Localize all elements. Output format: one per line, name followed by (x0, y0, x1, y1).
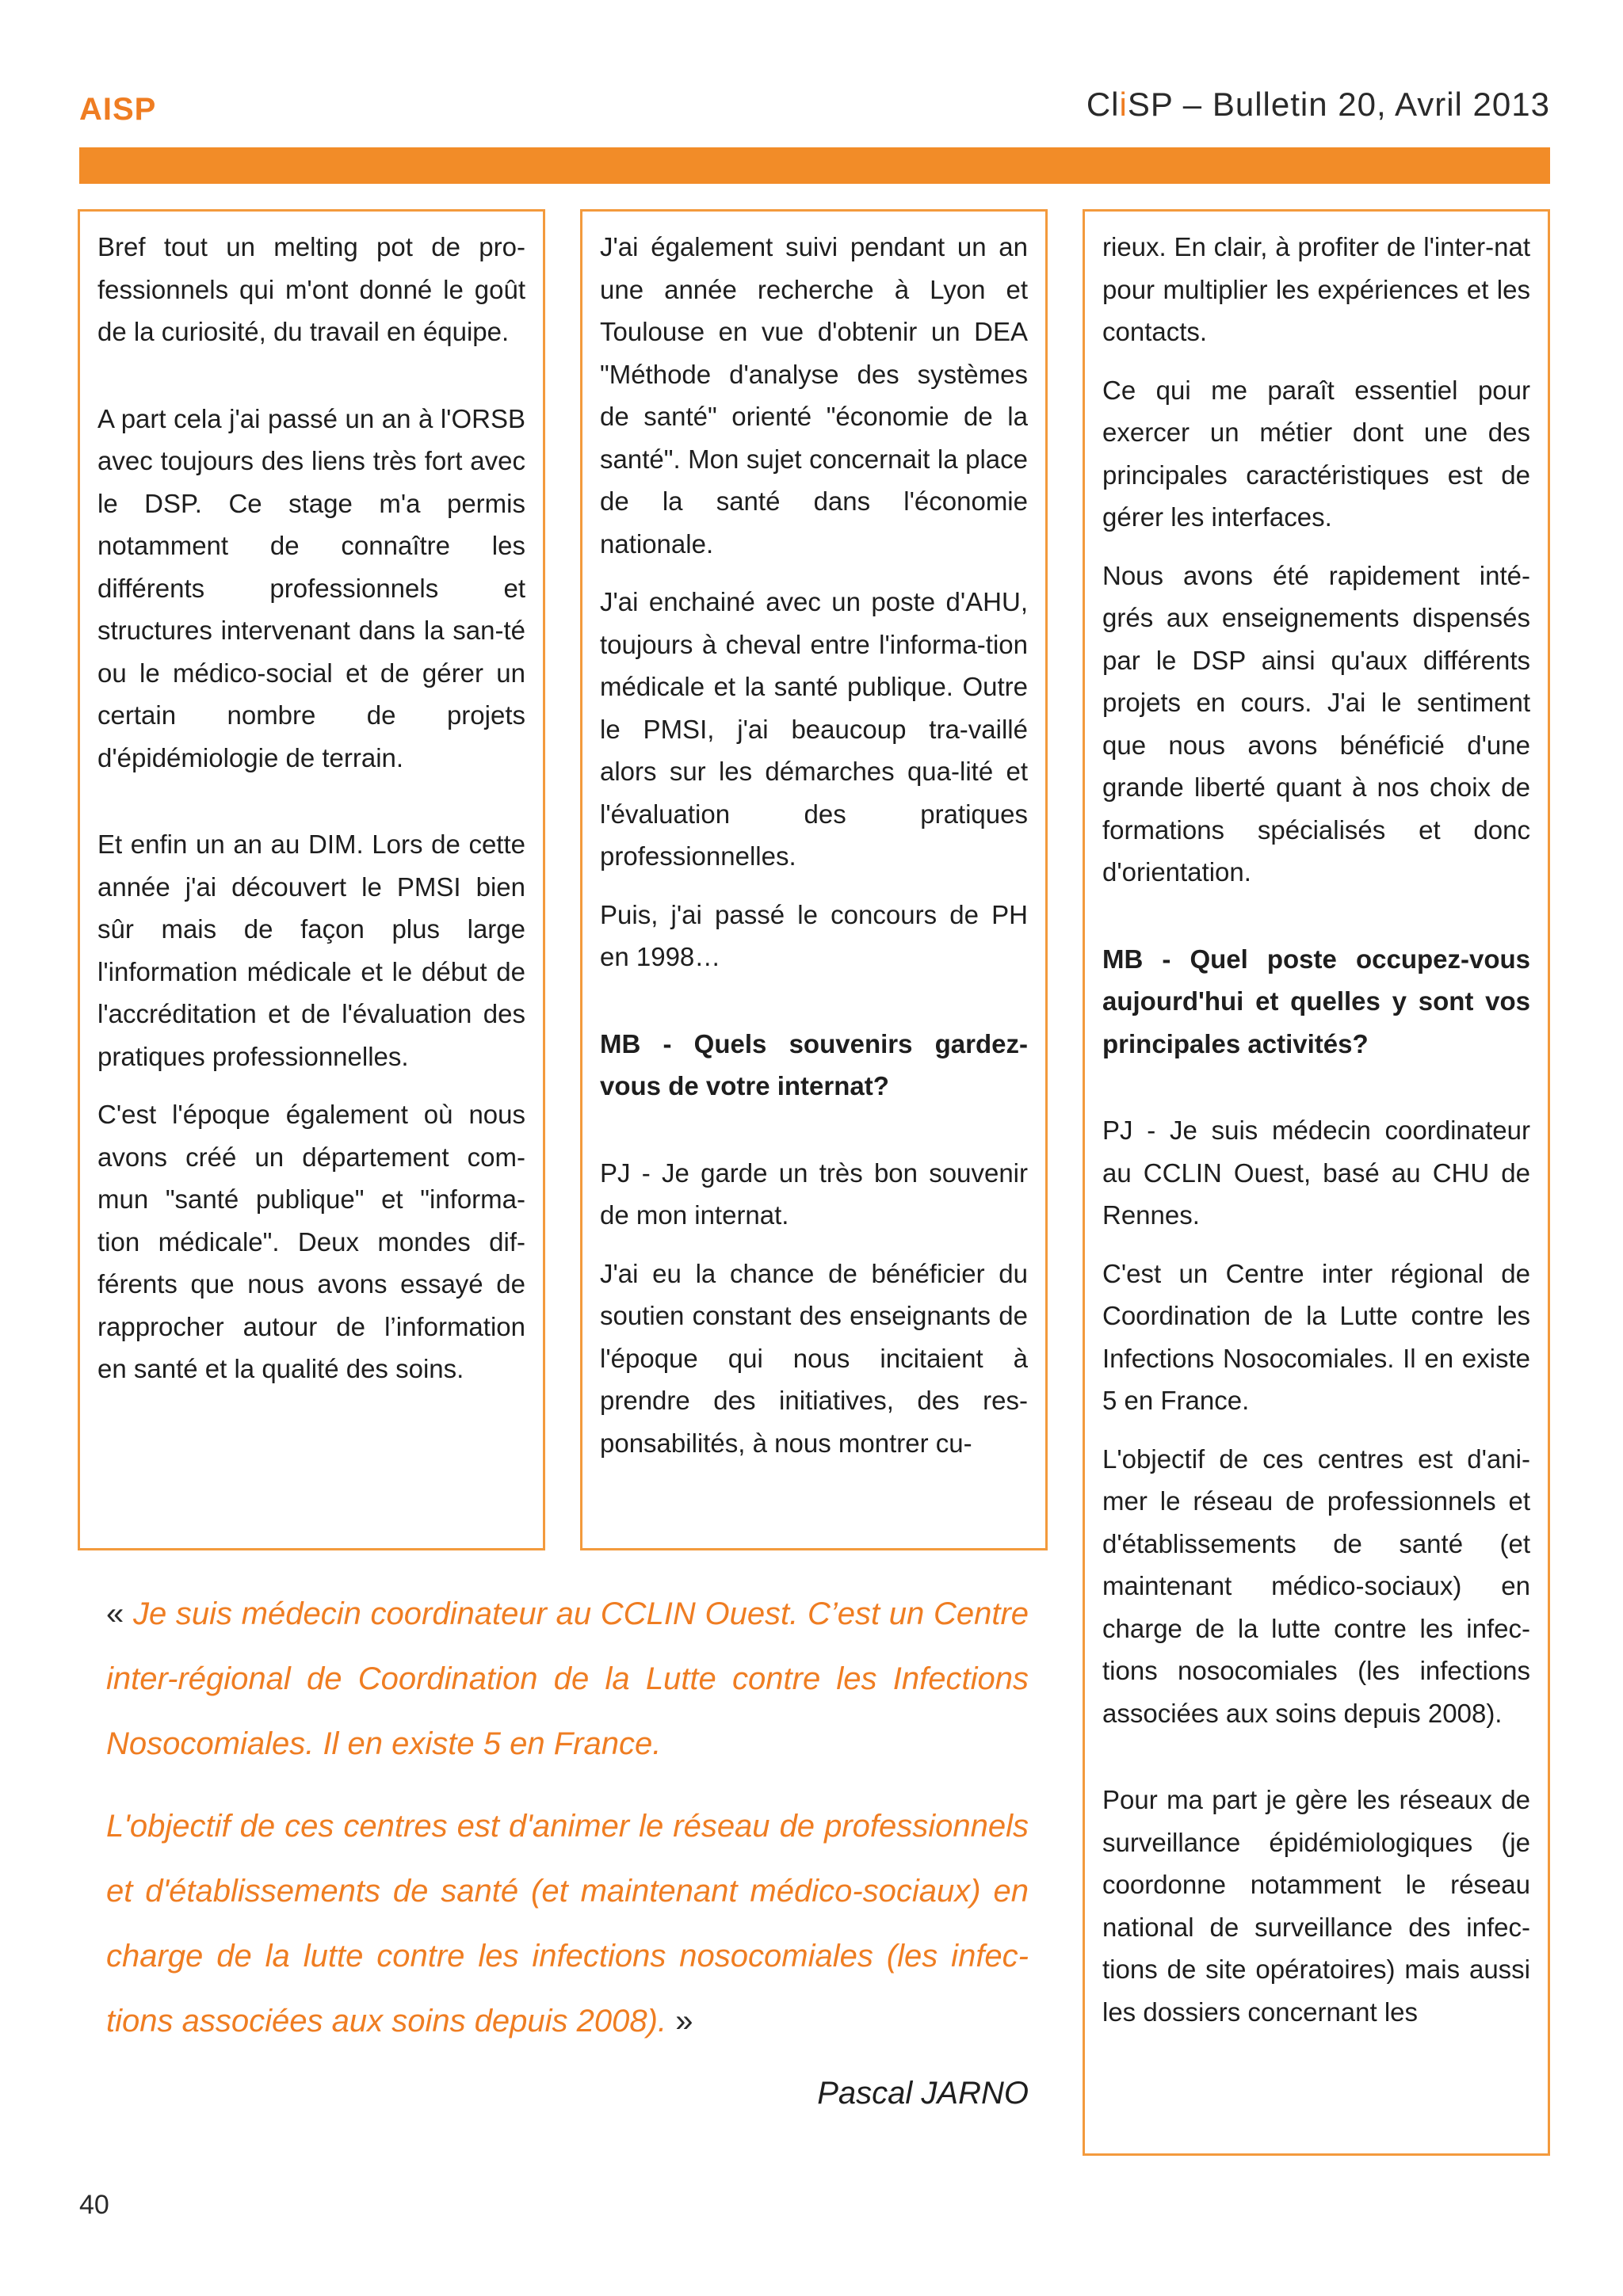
journal-logo-text: AISP (79, 92, 157, 127)
open-quote-mark: « (106, 1596, 133, 1631)
page-number: 40 (79, 2190, 109, 2220)
interview-question: MB - Quels souvenirs gardez-vous de votre internat? (600, 1028, 1028, 1100)
pull-quote-paragraph-2 (106, 1794, 1029, 2054)
paragraph: J'ai enchainé avec un poste d'AHU, toujours à cheval entre l'informa-tion médicale et la santé publique. Outre le PMSI, j'ai beaucoup tra-vaillé alors sur les démarches qua-lité et l'évaluation des pratiques professionnelles. (600, 587, 1028, 871)
bulletin-title-i: i (1119, 86, 1128, 123)
paragraph: Nous avons été rapidement inté-grés aux enseignements dispensés par le DSP ainsi qu'aux différents projets en cours. J'ai le sentiment que nous avons bénéficié d'une grande liberté quant à nos choix de formations spécialisés et donc d'orientation. (1102, 560, 1530, 887)
paragraph: C'est un Centre inter régional de Coordination de la Lutte contre les Infections Nosocomiales. Il en existe 5 en France. (1102, 1258, 1530, 1415)
paragraph: rieux. En clair, à profiter de l'inter-nat pour multiplier les expériences et les contacts. (1102, 232, 1530, 346)
paragraph: Puis, j'ai passé le concours de PH en 1998… (600, 899, 1028, 971)
paragraph: Bref tout un melting pot de pro-fessionnels qui m'ont donné le goût de la curiosité, du travail en équipe. (97, 232, 525, 346)
pull-quote (106, 1581, 1029, 2071)
quote-author: Pascal JARNO (817, 2076, 1029, 2111)
paragraph: PJ - Je suis médecin coordinateur au CCLIN Ouest, basé au CHU de Rennes. (1102, 1116, 1530, 1230)
close-quote-mark: » (666, 2004, 693, 2039)
interview-question: MB - Quel poste occupez-vous aujourd'hui et quelles y sont vos principales activités? (1102, 944, 1530, 1058)
paragraph: J'ai également suivi pendant un an une année recherche à Lyon et Toulouse en vue d'obtenir un DEA "Méthode d'analyse des systèmes de santé" orienté "économie de la santé". Mon sujet concernait la place de la santé dans l'économie nationale. (600, 232, 1028, 559)
pull-quote-text-2: L'objectif de ces centres est d'animer le réseau de professionnels et d'établissements de santé (et maintenant médico-sociaux) en charge de la lutte contre les infections nosocomiales (les infec-tions associées aux soins depuis 2008). (106, 1809, 1029, 2039)
pull-quote-paragraph-1 (106, 1581, 1029, 1776)
paragraph: L'objectif de ces centres est d'ani-mer le réseau de professionnels et d'établissements de santé (et maintenant médico-sociaux) en charge de la lutte contre les infec-tions nosocomiales (les infections associées aux soins depuis 2008). (1102, 1444, 1530, 1728)
paragraph: PJ - Je garde un très bon souvenir de mon internat. (600, 1158, 1028, 1230)
text-column-2 (580, 209, 1048, 1550)
bulletin-title-prefix: Cl (1086, 86, 1120, 123)
paragraph: J'ai eu la chance de bénéficier du soutien constant des enseignants de l'époque qui nous incitaient à prendre des initiatives, des res-ponsabilités, à nous montrer cu- (600, 1258, 1028, 1458)
paragraph: A part cela j'ai passé un an à l'ORSB avec toujours des liens très fort avec le DSP. Ce stage m'a permis notamment de connaître les différents professionnels et structures intervenant dans la san-té ou le médico-social et de gérer un certain nombre de projets d'épidémiologie de terrain. (97, 403, 525, 772)
bulletin-title (1086, 86, 1550, 124)
bulletin-title-suffix: SP – Bulletin 20, Avril 2013 (1127, 86, 1550, 123)
paragraph: C'est l'époque également où nous avons créé un département com-mun "santé publique" et "informa-tion médicale". Deux mondes dif-férents que nous avons essayé de rapprocher autour de l’information en santé et la qualité des soins. (97, 1100, 525, 1383)
paragraph: Et enfin un an au DIM. Lors de cette année j'ai découvert le PMSI bien sûr mais de façon plus large l'information médicale et le début de l'accréditation et de l'évaluation des pratiques professionnelles. (97, 830, 525, 1071)
text-column-1 (78, 209, 545, 1550)
header-bar (79, 147, 1550, 184)
text-column-3 (1083, 209, 1550, 2156)
paragraph: Ce qui me paraît essentiel pour exercer un métier dont une des principales caractéristiques est de gérer les interfaces. (1102, 375, 1530, 532)
pull-quote-text-1: Je suis médecin coordinateur au CCLIN Ouest. C’est un Centre inter-régional de Coordination de la Lutte contre les Infections Nosocomiales. Il en existe 5 en France. (106, 1596, 1029, 1761)
paragraph: Pour ma part je gère les réseaux de surveillance épidémiologiques (je coordonne notamment le réseau national de surveillance des infec-tions de site opératoires) mais aussi les dossiers concernant les (1102, 1785, 1530, 2027)
